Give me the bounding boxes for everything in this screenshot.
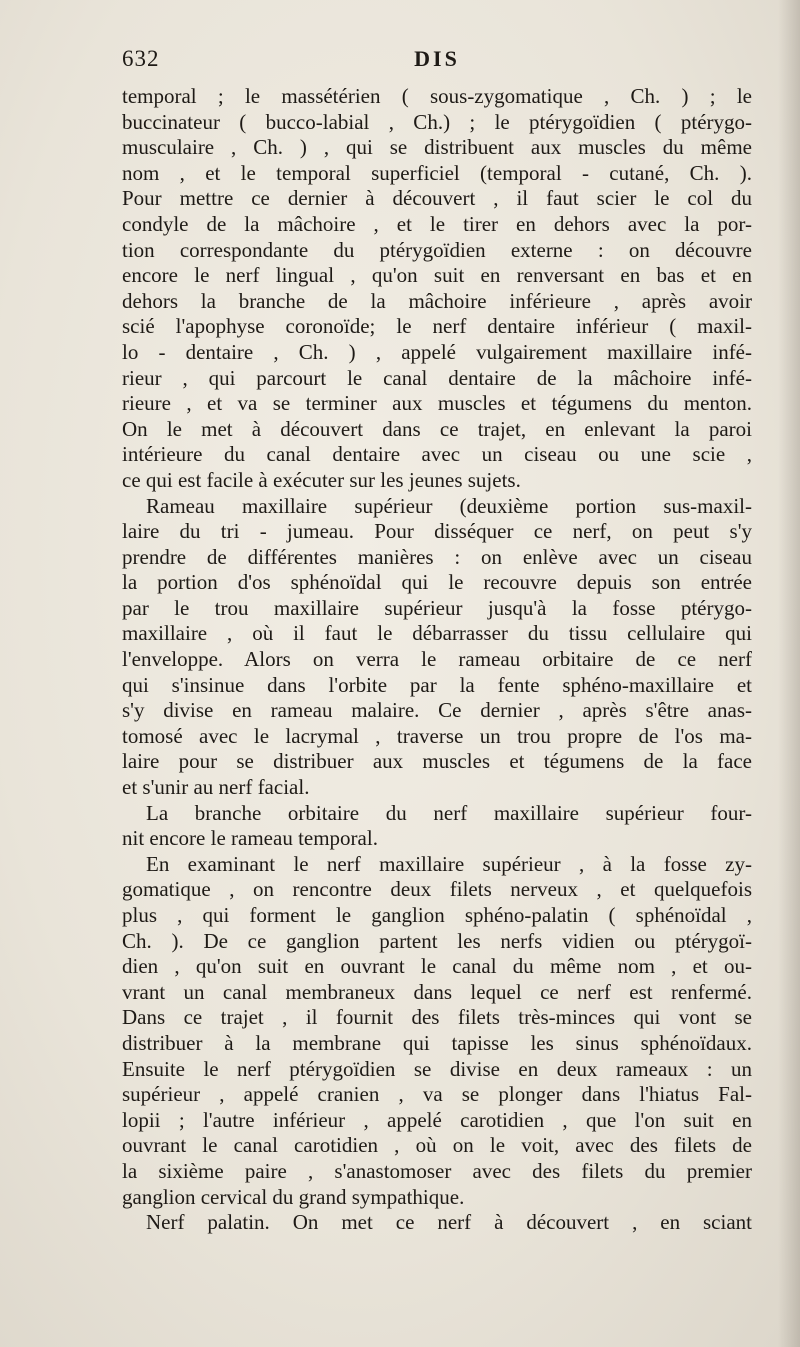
text-line: dien , qu'on suit en ouvrant le canal du même nom , et ou-: [122, 954, 752, 979]
text-line: Pour mettre ce dernier à découvert , il faut scier le col du: [122, 186, 752, 211]
text-line: maxillaire , où il faut le débarrasser du tissu cellulaire qui: [122, 621, 752, 646]
page-number: 632: [122, 46, 160, 71]
text-line: On le met à découvert dans ce trajet, en enlevant la paroi: [122, 416, 752, 441]
text-line: temporal ; le massétérien ( sous-zygomatique , Ch. ) ; le: [122, 84, 752, 108]
text-line: laire du tri - jumeau. Pour disséquer ce nerf, on peut s'y: [122, 519, 752, 544]
text-line: rieure , et va se terminer aux muscles et tégumens du menton.: [122, 391, 752, 416]
text-line: l'enveloppe. Alors on verra le rameau orbitaire de ce nerf: [122, 647, 752, 672]
text-line: laire pour se distribuer aux muscles et tégumens de la face: [122, 749, 752, 774]
text-line: encore le nerf lingual , qu'on suit en renversant en bas et en: [122, 263, 752, 288]
text-line: scié l'apophyse coronoïde; le nerf dentaire inférieur ( maxil-: [122, 314, 752, 339]
text-line: qui s'insinue dans l'orbite par la fente sphéno-maxillaire et: [122, 672, 752, 697]
text-line: intérieure du canal dentaire avec un ciseau ou une scie ,: [122, 442, 752, 467]
text-line: tion correspondante du ptérygoïdien externe : on découvre: [122, 237, 752, 262]
text-line: Nerf palatin. On met ce nerf à découvert , en sciant: [146, 1210, 752, 1235]
text-line: musculaire , Ch. ) , qui se distribuent aux muscles du même: [122, 135, 752, 160]
text-line: et s'unir au nerf facial.: [122, 775, 310, 800]
text-line: tomosé avec le lacrymal , traverse un trou propre de l'os ma-: [122, 723, 752, 748]
text-line: prendre de différentes manières : on enlève avec un ciseau: [122, 544, 752, 569]
text-line: ouvrant le canal carotidien , où on le voit, avec des filets de: [122, 1133, 752, 1158]
text-line: lo - dentaire , Ch. ) , appelé vulgairement maxillaire infé-: [122, 339, 752, 364]
text-line: condyle de la mâchoire , et le tirer en dehors avec la por-: [122, 211, 752, 236]
text-line: gomatique , on rencontre deux filets nerveux , et quelquefois: [122, 877, 752, 902]
text-line: par le trou maxillaire supérieur jusqu'à la fosse ptérygo-: [122, 595, 752, 620]
text-line: Ensuite le nerf ptérygoïdien se divise en deux rameaux : un: [122, 1056, 752, 1081]
text-line: s'y divise en rameau malaire. Ce dernier , après s'être anas-: [122, 698, 752, 723]
text-line: supérieur , appelé cranien , va se plonger dans l'hiatus Fal-: [122, 1082, 752, 1107]
text-line: ce qui est facile à exécuter sur les jeunes sujets.: [122, 467, 521, 492]
text-line: En examinant le nerf maxillaire supérieur , à la fosse zy-: [146, 851, 752, 876]
text-line: la portion d'os sphénoïdal qui le recouvre depuis son entrée: [122, 570, 752, 595]
page-gutter-shadow: [778, 0, 800, 1347]
text-line: Dans ce trajet , il fournit des filets très-minces qui vont se: [122, 1005, 752, 1030]
page-header: [122, 46, 752, 80]
text-line: rieur , qui parcourt le canal dentaire de la mâchoire infé-: [122, 365, 752, 390]
text-line: Rameau maxillaire supérieur (deuxième portion sus-maxil-: [146, 493, 752, 518]
text-line: lopii ; l'autre inférieur , appelé carotidien , que l'on suit en: [122, 1107, 752, 1132]
text-line: distribuer à la membrane qui tapisse les sinus sphénoïdaux.: [122, 1030, 752, 1055]
text-line: La branche orbitaire du nerf maxillaire supérieur four-: [146, 800, 752, 825]
text-line: ganglion cervical du grand sympathique.: [122, 1184, 465, 1209]
body-text: [122, 84, 752, 1236]
running-head: DIS: [414, 46, 460, 71]
text-line: buccinateur ( bucco-labial , Ch.) ; le ptérygoïdien ( ptérygo-: [122, 109, 752, 134]
text-line: la sixième paire , s'anastomoser avec des filets du premier: [122, 1158, 752, 1183]
text-line: vrant un canal membraneux dans lequel ce nerf est renfermé.: [122, 979, 752, 1004]
text-line: nit encore le rameau temporal.: [122, 826, 378, 851]
text-line: Ch. ). De ce ganglion partent les nerfs vidien ou ptérygoï-: [122, 928, 752, 953]
text-line: nom , et le temporal superficiel (temporal - cutané, Ch. ).: [122, 160, 752, 185]
text-line: dehors la branche de la mâchoire inférieure , après avoir: [122, 288, 752, 313]
text-line: plus , qui forment le ganglion sphéno-palatin ( sphénoïdal ,: [122, 903, 752, 927]
